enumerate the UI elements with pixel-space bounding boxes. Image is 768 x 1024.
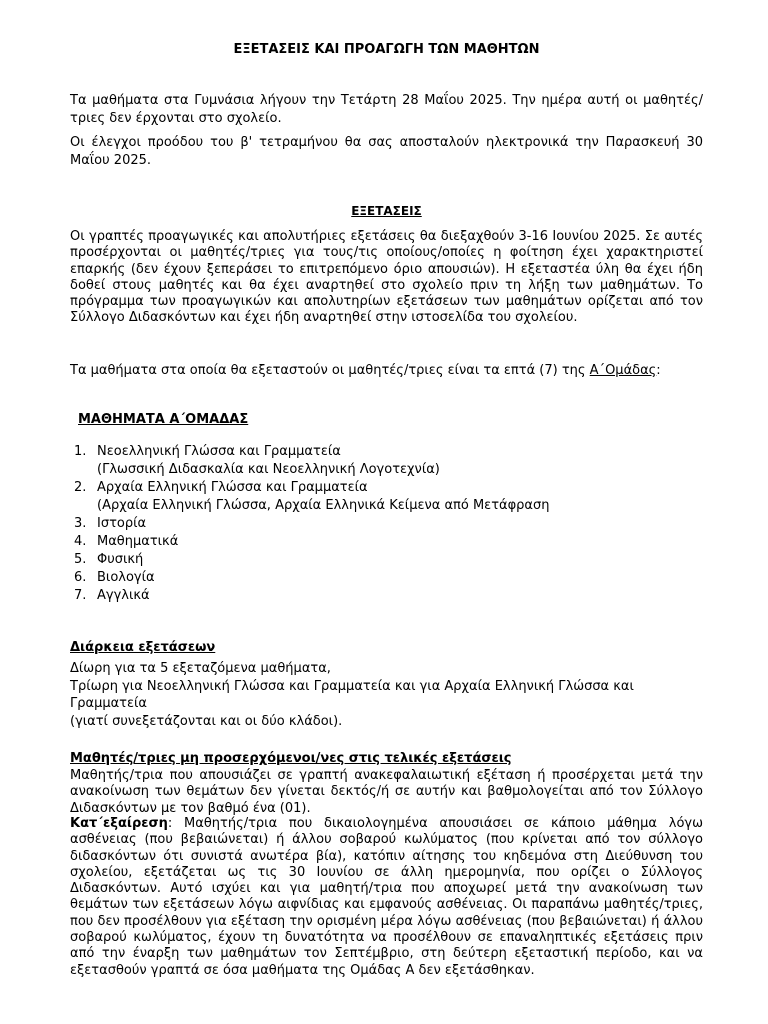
list-item-number: 5. <box>74 552 87 567</box>
list-item-label: Φυσική <box>97 552 144 567</box>
list-item <box>70 461 703 479</box>
exception-text: : Μαθητής/τρια που δικαιολογημένα απουσιάσει σε κάποιο μάθημα λόγω ασθένειας (που βεβαιώνεται) ή άλλου σοβαρού κωλύματος (που κρίνεται από τον σύλλογο διδασκόντων ότι συνιστά ανωτέρα βία), κατόπιν αίτησης του κηδεμόνα στη Διεύθυνση του σχολείου, εξετάζεται ως τις 30 Ιουνίου σε άλλη ημερομηνία, που ορίζει ο Σύλλογος Διδασκόντων. Αυτό ισχύει και για μαθητή/τρια που αποχωρεί μετά την ανακοίνωση των θεμάτων των εξετάσεων λόγω αιφνίδιας και εμφανούς ασθένειας. Οι παραπάνω μαθητές/τριες, που δεν προσέλθουν για εξέταση την ορισμένη μέρα λόγω ασθένειας (που βεβαιώνεται) ή άλλου σοβαρού κωλύματος, έχουν τη δυνατότητα να προσέλθουν σε επαναληπτικές εξετάσεις πριν από την έναρξη των μαθημάτων τον Σεπτέμβριο, στη δεύτερη εξεταστική περίοδο, και να εξετασθούν γραπτά σε όσα μαθήματα της Ομάδας Α δεν εξετάσθηκαν. <box>70 816 703 978</box>
subjects-intro-colon: : <box>656 363 661 378</box>
list-item-label: Βιολογία <box>97 570 155 585</box>
absent-paragraph: Μαθητής/τρια που απουσιάζει σε γραπτή ανακεφαλαιωτική εξέταση ή προσέρχεται μετά την ανακοίνωση των θεμάτων δεν γίνεται δεκτός/ή σε αυτήν και βαθμολογείται από τον Σύλλογο Διδασκόντων με τον βαθμό ένα (01). <box>70 768 703 816</box>
list-item-number: 2. <box>74 480 87 495</box>
list-item <box>70 587 703 605</box>
list-item-number: 4. <box>74 534 87 549</box>
list-item-label: (Γλωσσική Διδασκαλία και Νεοελληνική Λογοτεχνία) <box>97 462 440 477</box>
list-item-number: 7. <box>74 588 87 603</box>
list-item <box>70 497 703 515</box>
intro-paragraph-1: Τα μαθήματα στα Γυμνάσια λήγουν την Τετάρτη 28 Μαΐου 2025. Την ημέρα αυτή οι μαθητές/τριες δεν έρχονται στο σχολείο. <box>70 93 703 126</box>
list-item-number: 6. <box>74 570 87 585</box>
list-item <box>70 551 703 569</box>
absent-heading: Μαθητές/τριες μη προσερχόμενοι/νες στις τελικές εξετάσεις <box>70 751 512 766</box>
exams-paragraph: Οι γραπτές προαγωγικές και απολυτήριες εξετάσεις θα διεξαχθούν 3-16 Ιουνίου 2025. Σε αυτές προσέρχονται οι μαθητές/τριες για τους/τις οποίους/οποίες η φοίτηση έχει χαρακτηριστεί επαρκής (δεν έχουν ξεπεράσει το επιτρεπόμενο όριο απουσιών). Η εξεταστέα ύλη θα έχει ήδη δοθεί στους μαθητές και θα έχει αναρτηθεί στο σχολείο πριν τη λήξη των μαθημάτων. Το πρόγραμμα των προαγωγικών και απολυτηρίων εξετάσεων των μαθημάτων ορίζεται από τον Σύλλογο Διδασκόντων και έχει ήδη αναρτηθεί στην ιστοσελίδα του σχολείου. <box>70 229 703 326</box>
intro-paragraph-2: Οι έλεγχοι προόδου του β' τετραμήνου θα σας αποσταλούν ηλεκτρονικά την Παρασκευή 30 Μαΐου 2025. <box>70 135 703 168</box>
list-item <box>70 479 703 497</box>
subjects-list <box>70 443 703 605</box>
exams-subjects-intro <box>70 362 703 380</box>
list-item <box>70 533 703 551</box>
exams-heading: ΕΞΕΤΑΣΕΙΣ <box>351 204 422 218</box>
list-item-label: Μαθηματικά <box>97 534 179 549</box>
group-a-heading: ΜΑΘΗΜΑΤΑ Α΄ΟΜΑΔΑΣ <box>78 412 249 427</box>
duration-line-2: Τρίωρη για Νεοελληνική Γλώσσα και Γραμματεία και για Αρχαία Ελληνική Γλώσσα και <box>70 679 634 694</box>
list-item-label: Ιστορία <box>97 516 147 531</box>
list-item <box>70 515 703 533</box>
list-item <box>70 569 703 587</box>
subjects-intro-text: Τα μαθήματα στα οποία θα εξεταστούν οι μαθητές/τριες είναι τα επτά (7) της <box>70 363 586 378</box>
list-item-label: Αρχαία Ελληνική Γλώσσα και Γραμματεία <box>97 480 368 495</box>
duration-line-1: Δίωρη για τα 5 εξεταζόμενα μαθήματα, <box>70 661 331 676</box>
exception-paragraph <box>70 816 703 979</box>
duration-line-3: Γραμματεία <box>70 696 147 711</box>
exception-label: Κατ΄εξαίρεση <box>70 816 168 831</box>
group-a-reference: Α΄Ομάδας <box>589 363 657 378</box>
list-item-number: 3. <box>74 516 87 531</box>
list-item-label: Νεοελληνική Γλώσσα και Γραμματεία <box>97 444 341 459</box>
list-item-number: 1. <box>74 444 87 459</box>
duration-line-4: (γιατί συνεξετάζονται και οι δύο κλάδοι). <box>70 714 343 729</box>
list-item <box>70 443 703 461</box>
list-item-label: (Αρχαία Ελληνική Γλώσσα, Αρχαία Ελληνικά Κείμενα από Μετάφραση <box>97 498 550 513</box>
page-title: ΕΞΕΤΑΣΕΙΣ ΚΑΙ ΠΡΟΑΓΩΓΗ ΤΩΝ ΜΑΘΗΤΩΝ <box>233 42 540 57</box>
list-item-label: Αγγλικά <box>97 588 150 603</box>
duration-heading: Διάρκεια εξετάσεων <box>70 640 216 655</box>
